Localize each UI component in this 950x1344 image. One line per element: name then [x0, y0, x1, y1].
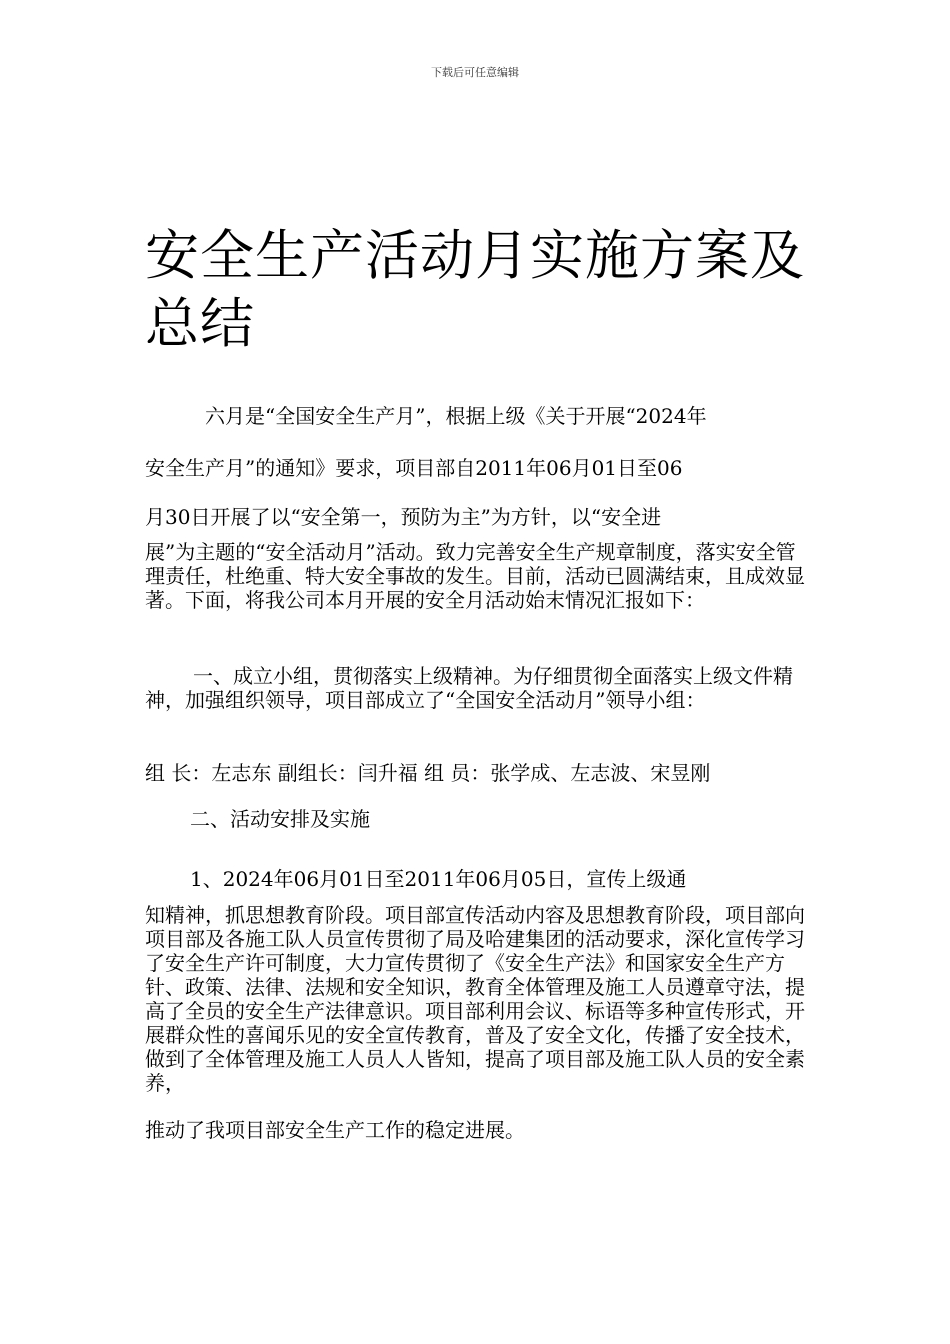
item-one-body: 知精神，抓思想教育阶段。项目部宣传活动内容及思想教育阶段，项目部向项目部及各施工队人员宣传贯彻了局及哈建集团的活动要求，深化宣传学习了安全生产许可制度，大力宣传贯彻了《安全生产法》和国家安全生产方针、政策、法律、法规和安全知识，教育全体管理及施工人员遵章守法，提高了全员的安全生产法律意识。项目部利用会议、标语等多种宣传形式，开展群众性的喜闻乐见的安全宣传教育，普及了安全文化，传播了安全技术，做到了全体管理及施工人员人人皆知，提高了项目部及施工队人员的安全素养，	[145, 903, 805, 1095]
intro-paragraph-rest: 展”为主题的“安全活动月”活动。致力完善安全生产规章制度，落实安全管理责任，杜绝重、特大安全事故的发生。目前，活动已圆满结束，且成效显著。下面，将我公司本月开展的安全月活动始末情况汇报如下：	[145, 540, 805, 612]
item-one-last-line: 推动了我项目部安全生产工作的稳定进展。	[145, 1118, 525, 1142]
members-line: 组 长：左志东 副组长：闫升福 组 员：张学成、左志波、宋昱刚	[145, 761, 711, 785]
section-one-paragraph: 一、成立小组，贯彻落实上级精神。为仔细贯彻全面落实上级文件精神，加强组织领导，项目部成立了“全国安全活动月”领导小组：	[145, 664, 793, 712]
intro-line-1: 六月是“全国安全生产月”，根据上级《关于开展“2024年	[205, 404, 707, 428]
document-title: 安全生产活动月实施方案及总结	[145, 224, 805, 355]
intro-line-2: 安全生产月”的通知》要求，项目部自2011年06月01日至06	[145, 456, 683, 480]
section-two-heading: 二、活动安排及实施	[190, 807, 370, 831]
header-note: 下载后可任意编辑	[431, 66, 519, 79]
item-one-first-line: 1、2024年06月01日至2011年06月05日，宣传上级通	[190, 867, 687, 891]
intro-line-3: 月30日开展了以“安全第一，预防为主”为方针，以“安全进	[145, 505, 662, 529]
